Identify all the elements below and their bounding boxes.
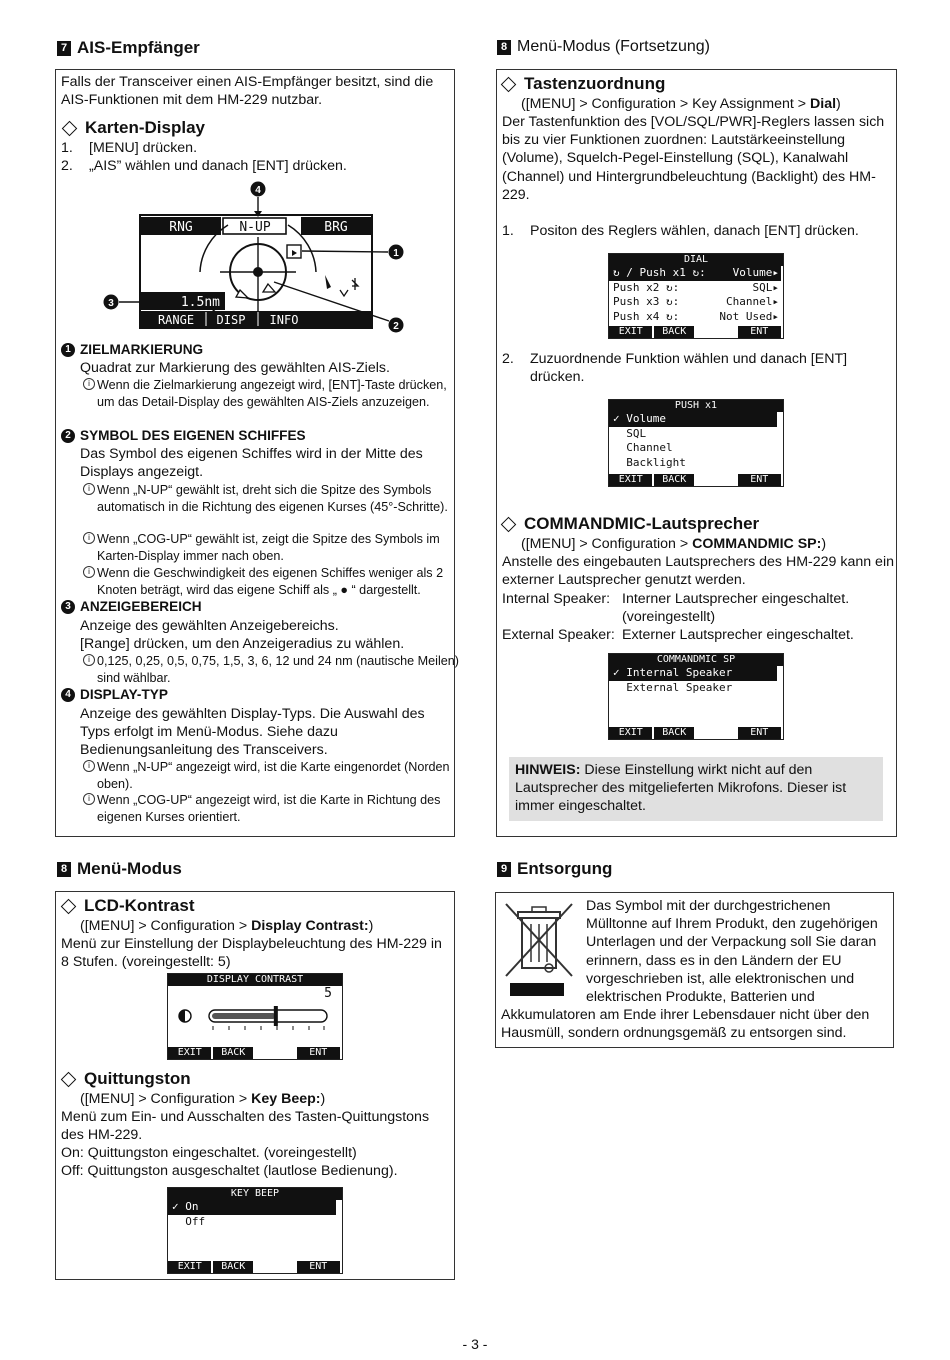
contrast-slider[interactable]: [176, 1004, 336, 1034]
rng-label: RNG: [169, 220, 193, 235]
contrast-value: 5: [324, 986, 332, 1001]
blank-softkey: [696, 326, 736, 338]
soft-disp: DISP: [216, 313, 246, 327]
step-number: 2.: [502, 351, 514, 367]
note-text: Wenn „N-UP“ gewählt ist, dreht sich die Spitze des Symbols automatisch in die Richtung des eigenen Kurses (45°-Schritte).: [97, 483, 448, 514]
subsection-title: COMMANDMIC-Lautsprecher: [524, 514, 760, 533]
path-text: ([MENU] > Configuration > Key Assignment >: [521, 96, 811, 112]
path-end: ): [368, 918, 374, 934]
contrast-fill: [212, 1013, 276, 1019]
range-value: 1.5nm: [180, 295, 220, 310]
callout-2: 2: [393, 321, 399, 332]
diamond-icon: [62, 120, 78, 136]
ent-softkey[interactable]: ENT: [738, 326, 781, 338]
lcd-softkeys: [609, 474, 783, 486]
tast-text: Der Tastenfunktion des [VOL/SQL/PWR]-Reglers lassen sich bis zu vier Funktionen zuordnen: Lautstärkeeinstellung (Volume), Squelch-Pegel-Einstellung (SQL), Kanalwahl (Channel) und Hintergrundbeleuchtung (Backlight) des HM-229.: [502, 114, 885, 203]
item-title: SYMBOL DES EIGENEN SCHIFFES: [80, 428, 306, 443]
option-volume[interactable]: ✓ Volume: [609, 412, 777, 427]
section-title: Menü-Modus: [77, 859, 182, 878]
section-number: 8: [57, 862, 71, 877]
path-bold: Dial: [810, 96, 837, 112]
soft-info: INFO: [269, 313, 299, 327]
path-end: ): [320, 1091, 326, 1107]
item-2-note-2: [83, 531, 461, 564]
item-title: DISPLAY-TYP: [80, 687, 168, 702]
tast-step-1: [502, 222, 859, 240]
tastenzuordnung-heading: [500, 74, 665, 94]
section-title: Entsorgung: [517, 859, 613, 878]
quit-path: [80, 1090, 325, 1108]
item-title: ZIELMARKIERUNG: [80, 342, 204, 357]
external-value: Externer Lautsprecher eingeschaltet.: [622, 627, 854, 643]
lcd-softkeys: [168, 1261, 342, 1273]
quit-on: On: Quittungston eingeschaltet. (voreingestellt): [61, 1145, 357, 1161]
note-text: 0,125, 0,25, 0,5, 0,75, 1,5, 3, 6, 12 und 24 nm (nautische Meilen) sind wählbar.: [97, 654, 459, 685]
step-2: [61, 157, 347, 175]
section-8-cont-heading: [497, 38, 710, 56]
diamond-icon: [501, 76, 517, 92]
callout-1: 1: [393, 248, 399, 259]
info-icon: i: [83, 760, 95, 772]
diamond-icon: [61, 1071, 77, 1087]
external-label: External Speaker:: [502, 627, 615, 643]
step-1: [61, 139, 198, 157]
row-value: SQL▸: [752, 280, 779, 294]
commandmic-lcd: [608, 653, 784, 740]
lcd-path: [80, 917, 373, 935]
soft-range: RANGE: [157, 313, 195, 327]
row-value: Channel▸: [726, 295, 779, 308]
item-number: 3: [61, 600, 75, 614]
nup-label: N-UP: [239, 220, 271, 235]
subsection-title: Karten-Display: [85, 118, 205, 137]
step-text: [MENU] drücken.: [89, 140, 198, 156]
hinweis-text: Diese Einstellung wirkt nicht auf den Lautsprecher des mitgelieferten Mikrofons. Dieser ist immer eingeschaltet.: [515, 762, 847, 815]
section-7-heading: [57, 38, 200, 58]
path-text: ([MENU] > Configuration >: [80, 918, 252, 934]
cmd-text: Anstelle des eingebauten Lautsprechers des HM-229 kann ein externer Lautsprecher genutzt werden.: [502, 554, 894, 589]
lcd-title: COMMANDMIC SP: [609, 654, 783, 666]
note-text: Wenn die Zielmarkierung angezeigt wird, [ENT]-Taste drücken, um das Detail-Display des gewählten AIS-Ziels anzuzeigen.: [97, 378, 447, 409]
exit-softkey[interactable]: EXIT: [168, 1261, 211, 1273]
option-channel[interactable]: Channel: [613, 441, 673, 454]
option-sql[interactable]: SQL: [613, 426, 647, 440]
lcd-softkeys: [609, 326, 783, 338]
diamond-icon: [61, 898, 77, 914]
ais-intro: Falls der Transceiver einen AIS-Empfänger besitzt, sind die AIS-Funktionen mit dem HM-229 nutzbar.: [61, 74, 434, 109]
cmd-path: [521, 535, 826, 553]
diamond-icon: [501, 516, 517, 532]
blank-softkey: [255, 1047, 295, 1059]
tast-path: [521, 95, 841, 113]
step-number: 1.: [502, 223, 514, 239]
info-icon: i: [83, 483, 95, 495]
section-8-heading: [57, 859, 182, 879]
item-4-note-1: [83, 759, 461, 792]
dial-row-4[interactable]: [609, 310, 783, 325]
info-icon: i: [83, 793, 95, 805]
lcd-kontrast-heading: [60, 896, 195, 916]
back-softkey[interactable]: BACK: [213, 1261, 253, 1273]
step-number: 2.: [61, 158, 73, 174]
item-4-heading: [61, 687, 168, 702]
item-2-note-3: [83, 565, 463, 598]
step-text: „AIS” wählen und danach [ENT] drücken.: [89, 158, 347, 174]
entsorgung-text-2: Akkumulatoren am Ende ihrer Lebensdauer nicht über den Hausmüll, sondern ordnungsgemäß zu entsorgen sind.: [501, 1007, 870, 1042]
row-value: Not Used▸: [719, 309, 779, 323]
crossed-bin-icon: [502, 898, 578, 1000]
subsection-title: LCD-Kontrast: [84, 896, 195, 915]
dial-row-2[interactable]: [609, 281, 783, 296]
item-number: 1: [61, 343, 75, 357]
row-value: Volume▸: [732, 266, 779, 279]
step-text: Positon des Reglers wählen, danach [ENT] drücken.: [530, 223, 859, 239]
info-icon: i: [83, 532, 95, 544]
row-label: Push x2 ↻:: [613, 280, 680, 294]
ent-softkey[interactable]: ENT: [297, 1047, 340, 1059]
section-number: 9: [497, 862, 511, 877]
commandmic-heading: [500, 514, 759, 534]
row-label: ↻ / Push x1 ↻:: [613, 266, 706, 279]
callout-4: 4: [255, 185, 261, 196]
path-end: ): [821, 536, 827, 552]
blank-softkey: [696, 727, 736, 739]
item-3-text-2: [Range] drücken, um den Anzeigeradius zu wählen.: [80, 636, 405, 652]
path-bold: Display Contrast:: [251, 918, 369, 934]
blank-softkey: [696, 474, 736, 486]
section-number: 8: [497, 40, 511, 55]
path-text: ([MENU] > Configuration >: [80, 1091, 252, 1107]
item-number: 4: [61, 688, 75, 702]
lcd-title: DIAL: [609, 254, 783, 266]
section-number: 7: [57, 41, 71, 56]
row-label: Push x4 ↻:: [613, 309, 680, 323]
brg-label: BRG: [324, 220, 348, 235]
dial-row-3[interactable]: [609, 295, 783, 310]
option-backlight[interactable]: Backlight: [613, 455, 686, 469]
keybeep-lcd: [167, 1187, 343, 1274]
option-on[interactable]: ✓ On: [168, 1200, 336, 1215]
karten-display-heading: [61, 118, 205, 138]
subsection-title: Quittungston: [84, 1069, 191, 1088]
quittungston-heading: [60, 1069, 191, 1089]
dial-row-1[interactable]: [609, 266, 781, 281]
back-softkey[interactable]: BACK: [654, 474, 694, 486]
ais-screen-diagram: [100, 180, 420, 340]
back-softkey[interactable]: BACK: [654, 326, 694, 338]
quit-text: Menü zum Ein- und Ausschalten des Tasten-Quittungstons des HM-229.: [61, 1109, 430, 1144]
back-softkey[interactable]: BACK: [654, 727, 694, 739]
push-lcd: [608, 399, 784, 487]
contrast-knob[interactable]: [274, 1006, 278, 1026]
section-9-heading: [497, 859, 612, 879]
item-2-text: Das Symbol des eigenen Schiffes wird in der Mitte des Displays angezeigt.: [80, 446, 423, 481]
info-icon: i: [83, 566, 95, 578]
lcd-title: KEY BEEP: [168, 1188, 342, 1200]
option-off[interactable]: Off: [172, 1214, 206, 1228]
note-text: Wenn „COG-UP“ angezeigt wird, ist die Karte in Richtung des eigenen Kurses orientiert.: [97, 793, 441, 824]
note-text: Wenn „N-UP“ angezeigt wird, ist die Karte eingenordet (Norden oben).: [97, 760, 450, 791]
step-number: 1.: [61, 140, 73, 156]
row-label: Push x3 ↻:: [613, 295, 680, 308]
option-internal-speaker[interactable]: ✓ Internal Speaker: [609, 666, 777, 681]
lcd-title: DISPLAY CONTRAST: [168, 974, 342, 986]
item-3-heading: [61, 599, 202, 614]
section-title: AIS-Empfänger: [77, 38, 200, 57]
path-bold: COMMANDMIC SP:: [692, 536, 822, 552]
item-1-heading: [61, 342, 203, 357]
item-2-note-1: [83, 482, 461, 515]
ent-softkey[interactable]: ENT: [297, 1261, 340, 1273]
item-1-note: [83, 377, 461, 410]
exit-softkey[interactable]: EXIT: [168, 1047, 211, 1059]
step-text: Zuzuordnende Funktion wählen und danach [ENT] drücken.: [530, 351, 848, 386]
callout-3: 3: [108, 298, 114, 309]
note-text: Wenn „COG-UP“ gewählt ist, zeigt die Spitze des Symbols im Karten-Display immer nach oben.: [97, 532, 440, 563]
entsorgung-text-1: Das Symbol mit der durchgestrichenen Mülltonne auf Ihrem Produkt, den zugehörigen Unterlagen und der Verpackung soll Sie daran erinnern, dass es in den Ländern der EU vorgeschrieben ist, alle elektronischen und elektrischen Produkte, Batterien und: [586, 898, 878, 1006]
quit-off: Off: Quittungston ausgeschaltet (lautlose Bedienung).: [61, 1163, 398, 1179]
blank-softkey: [255, 1261, 295, 1273]
info-icon: i: [83, 378, 95, 390]
path-text: ([MENU] > Configuration >: [521, 536, 693, 552]
item-4-note-2: [83, 792, 461, 825]
page-number: - 3 -: [462, 1336, 488, 1352]
item-title: ANZEIGEBEREICH: [80, 599, 202, 614]
hinweis-note: [509, 757, 883, 821]
exit-softkey[interactable]: EXIT: [609, 326, 652, 338]
hinweis-label: HINWEIS:: [515, 762, 581, 778]
dial-lcd: [608, 253, 784, 339]
lcd-text: Menü zur Einstellung der Displaybeleuchtung des HM-229 in 8 Stufen. (voreingestellt: 5): [61, 936, 442, 971]
ent-softkey[interactable]: ENT: [738, 727, 781, 739]
item-4-text: Anzeige des gewählten Display-Typs. Die Auswahl des Typs erfolgt im Menü-Modus. Siehe dazu Bedienungsanleitung des Transceivers.: [80, 706, 425, 759]
info-icon: i: [83, 654, 95, 666]
exit-softkey[interactable]: EXIT: [609, 474, 652, 486]
ent-softkey[interactable]: ENT: [738, 474, 781, 486]
internal-default: (voreingestellt): [622, 609, 716, 625]
item-3-note: [83, 653, 461, 686]
item-3-text-1: Anzeige des gewählten Anzeigebereichs.: [80, 618, 339, 634]
item-number: 2: [61, 429, 75, 443]
item-2-heading: [61, 428, 306, 443]
exit-softkey[interactable]: EXIT: [609, 727, 652, 739]
lcd-softkeys: [609, 727, 783, 739]
contrast-lcd: [167, 973, 343, 1060]
tast-step-2: [502, 350, 894, 386]
note-text: Wenn die Geschwindigkeit des eigenen Schiffes weniger als 2 Knoten beträgt, wird das eigene Schiff als „ ● “ dargestellt.: [97, 566, 444, 597]
subsection-title: Tastenzuordnung: [524, 74, 666, 93]
internal-label: Internal Speaker:: [502, 591, 611, 607]
internal-value: Interner Lautsprecher eingeschaltet.: [622, 591, 850, 607]
path-end: ): [836, 96, 841, 112]
back-softkey[interactable]: BACK: [213, 1047, 253, 1059]
lcd-title: PUSH x1: [609, 400, 783, 412]
lcd-softkeys: [168, 1047, 342, 1059]
option-external-speaker[interactable]: External Speaker: [613, 680, 733, 694]
item-1-text: Quadrat zur Markierung des gewählten AIS-Ziels.: [80, 360, 390, 376]
path-bold: Key Beep:: [251, 1091, 321, 1107]
section-title: Menü-Modus (Fortsetzung): [517, 38, 710, 55]
